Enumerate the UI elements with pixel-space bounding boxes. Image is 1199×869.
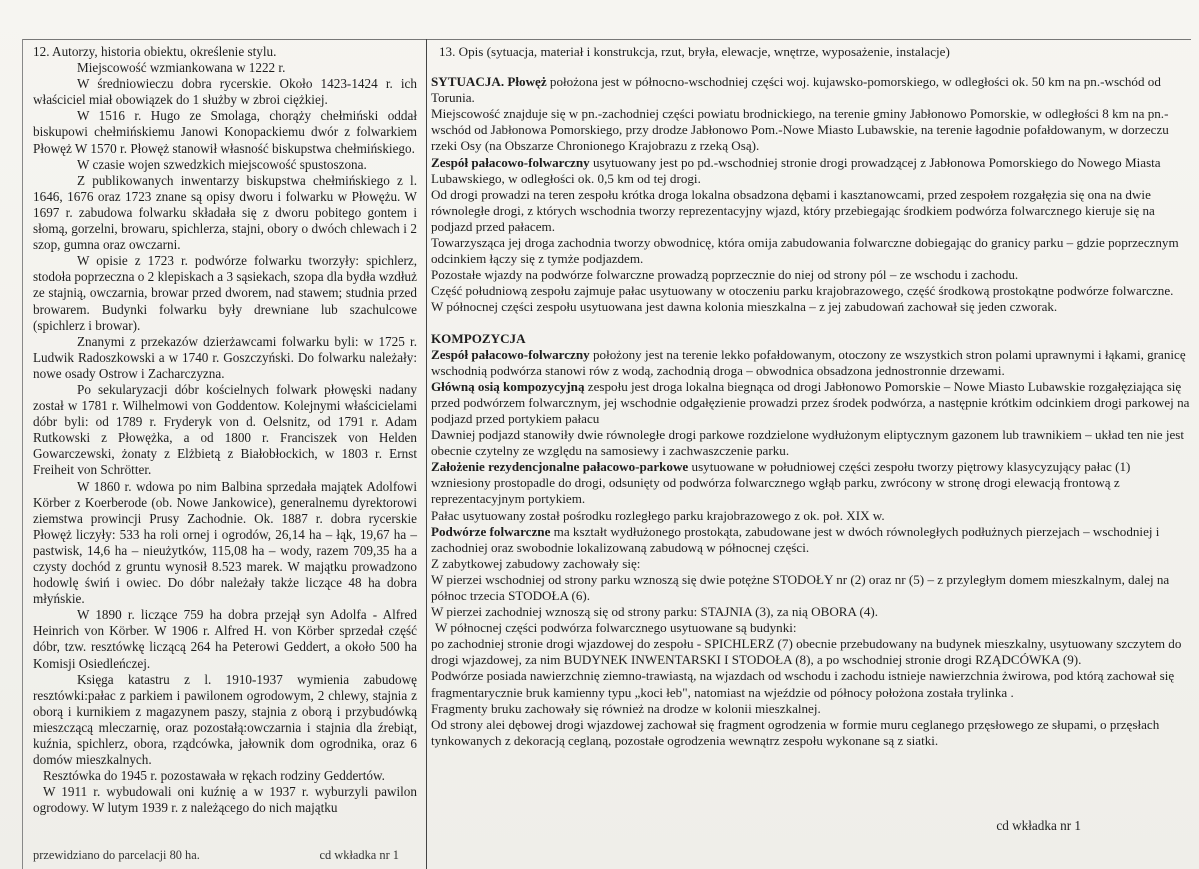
history-paragraph: Po sekularyzacji dóbr kościelnych folwark płowęski nadany został w 1781 r. Wilhelmowi von Goddentow. Kolejnymi właścicielami dóbr byli: od 1789 r. Fryderyk von d. Oelsnitz, od 1791 r. Adam Rutkowski z Płowężka, a od 1800 r. Franciszek von Helden Gowarczewski, żonaty z Elżbietą z Białobłockich, w 1803 r. Ernst Freiheit von Schrötter.: [33, 381, 417, 478]
history-paragraph: Miejscowość wzmiankowana w 1222 r.: [77, 60, 286, 76]
history-final-sentence: przewidziano do parcelacji 80 ha.: [33, 848, 200, 862]
description-paragraph: Główną osią kompozycyjną zespołu jest droga lokalna biegnąca od drogi Jabłonowo Pomorskie – Nowe Miasto Lubawskie rozgałęziająca się przed podwórzem folwarcznym, jej wschodnie odgałęzienie prowadzi przez środek podwórza, a następnie krótkim odcinkiem drogi parkowej na podjazd przed portykiem pałacu: [431, 378, 1190, 426]
kompozycja-title: KOMPOZYCJA: [431, 330, 526, 346]
frame-top-rule: [22, 39, 1191, 40]
history-continued-note: cd wkładka nr 1: [319, 848, 399, 862]
description-paragraph: W północnej części podwórza folwarcznego usytuowane są budynki:: [435, 620, 797, 636]
history-paragraph: W 1890 r. liczące 759 ha dobra przejął syn Adolfa - Alfred Heinrich von Körber. W 1906 r. Alfred H. von Körber sprzedał część dóbr, tzw. resztówkę liczącą 264 ha Peterowi Geddert, a około 500 ha Komisji Osiedleńczej.: [33, 607, 417, 671]
description-paragraph: Podwórze folwarczne ma kształt wydłużonego prostokąta, zabudowane jest w dwóch równoległych podłużnych pierzejach – wschodniej i zachodniej oraz swobodnie lokalizowaną zabudową w północnej części.: [431, 523, 1160, 555]
column-divider: [426, 39, 427, 869]
description-paragraph: Z zabytkowej zabudowy zachowały się:: [431, 555, 641, 571]
description-paragraph: W pierzei zachodniej wznoszą się od strony parku: STAJNIA (3), za nią OBORA (4).: [431, 604, 879, 620]
description-paragraph: Pałac usytuowany został pośrodku rozległego parku krajobrazowego z ok. poł. XIX w.: [431, 507, 885, 523]
description-paragraph: W pierzei wschodniej od strony parku wznoszą się dwie potężne STODOŁY nr (2) oraz nr (5) – z przyległym domem mieszkalnym, dalej na północ trzecia STODOŁA (6).: [431, 571, 1170, 603]
history-last-line: [33, 848, 417, 863]
description-paragraph: Część południową zespołu zajmuje pałac usytuowany w otoczeniu parku krajobrazowego, część środkową prostokątne podwórze folwarczne.: [431, 283, 1174, 299]
description-paragraph: po zachodniej stronie drogi wjazdowej do zespołu - SPICHLERZ (7) obecnie przebudowany na budynek mieszkalny, usytuowany szczytem do drogi wjazdowej, za nim BUDYNEK INWENTARSKI I STODOŁA (8), a po wschodniej stronie drogi RZĄDCÓWKA (9).: [431, 636, 1182, 668]
description-continued-note: cd wkładka nr 1: [996, 818, 1081, 833]
history-paragraph: W 1911 r. wybudowali oni kuźnię a w 1937 r. wyburzyli pawilon ogrodowy. W lutym 1939 r. z należącego do nich majątku: [33, 784, 417, 816]
description-paragraph: Założenie rezydencjonalne pałacowo-parkowe usytuowane w południowej części zespołu tworzy piętrowy klasycyzujący pałac (1) wzniesiony prostopadle do drogi, odsunięty od podwórza folwarcznego wgłąb parku, zwrócony w stronę drogi elewacją frontową z reprezentacyjnym portykiem.: [431, 459, 1131, 507]
history-paragraph: Znanymi z przekazów dzierżawcami folwarku byli: w 1725 r. Ludwik Radoszkowski a w 1740 r. Goszczyński. Do folwarku należały: nowe osady Ostrow i Zacharczyzna.: [33, 333, 417, 381]
description-paragraph: Zespół pałacowo-folwarczny usytuowany jest po pd.-wschodniej stronie drogi prowadzącej z Jabłonowa Pomorskiego do Nowego Miasta Lubawskiego, w odległości ok. 0,5 km od tej drogi.: [431, 154, 1161, 186]
description-paragraph: Od drogi prowadzi na teren zespołu krótka droga lokalna obsadzona dębami i kasztanowcami, przed zespołem rozgałęzia się ona na dwie równoległe drogi, z których wschodnia tworzy reprezentacyjny wjazd, który przebiegając środkiem podwórza folwarcznego kieruje się na podjazd przed pałacem.: [431, 186, 1155, 234]
history-paragraph: W czasie wojen szwedzkich miejscowość spustoszona.: [77, 156, 367, 172]
history-paragraph: W 1516 r. Hugo ze Smolaga, chorąży chełmiński oddał biskupowi chełmińskiemu Janowi Konopackiemu dwór z folwarkiem Płowęż W 1570 r. Płowęż stanowił własność biskupstwa chełmińskiego.: [33, 108, 417, 156]
description-paragraph: Podwórze posiada nawierzchnię ziemno-trawiastą, na wjazdach od wschodu i zachodu istnieje nawierzchnia żwirowa, pod którą zachował się fragmentarycznie bruk kamienny typu „koci łeb", natomiast na wjeździe od północy położona została trylinka .: [431, 668, 1175, 700]
history-paragraph: Księga katastru z l. 1910-1937 wymienia zabudowę resztówki:pałac z parkiem i pawilonem ogrodowym, 2 chlewy, stajnia z oborą i kurnikiem z magazynem paszy, stajnia z oborą i przybudówką mieszczącą mleczarnię, oraz pozostałą:owczarnia i stajnia dla źrebiąt, kuźnia, spichlerz, obora, rządcówka, jałownik dom ogrodnika, oraz 6 domów mieszkalnych.: [33, 671, 417, 768]
description-paragraph: W północnej części zespołu usytuowana jest dawna kolonia mieszkalna – z jej zabudowań zachował się jeden czworak.: [431, 299, 1058, 315]
description-paragraph: Dawniej podjazd stanowiły dwie równoległe drogi parkowe rozdzielone wydłużonym eliptycznym gazonem lub trawnikiem – układ ten nie jest obecnie czytelny ze względu na samosiewy i zachwaszczenie parku.: [431, 427, 1185, 459]
history-column: [33, 44, 417, 817]
history-paragraph: Resztówka do 1945 r. pozostawała w rękach rodziny Geddertów.: [43, 768, 385, 784]
description-paragraph: Od strony alei dębowej drogi wjazdowej zachował się fragment ogrodzenia w formie muru ceglanego przęsłowego ze słupami, o przęsłach tynkowanych z dekoracją ceglaną, pozostałe ogrodzenia wewnątrz zespołu wykonane są z siatki.: [431, 716, 1160, 748]
history-paragraph: W 1860 r. wdowa po nim Balbina sprzedała majątek Adolfowi Körber z Koerberode (ob. Nowe Jankowice), generalnemu dyrektorowi ziemstwa prowincji Prusy Zachodnie. Ok. 1887 r. dobra rycerskie Płowęż liczyły: 533 ha roli ornej i ogrodów, 26,14 ha – łąk, 19,67 ha – pastwisk, 14,6 ha – nieużytków, 115,08 ha – wody, razem 709,35 ha a czysty dochód z gruntu wynosił 8.523 marek. W majątku prowadzono hodowlę świń i owiec. Do dóbr należały także liczące 48 ha dobra młyńskie.: [33, 478, 417, 607]
sytuacja-title: SYTUACJA. Płowęż: [431, 74, 547, 90]
description-heading: 13. Opis (sytuacja, materiał i konstrukcja, rzut, bryła, elewacje, wnętrze, wyposażenie, instalacje): [439, 44, 950, 59]
description-paragraph: Zespół pałacowo-folwarczny położony jest na terenie lekko pofałdowanym, otoczony ze wszystkich stron polami uprawnymi i łąkami, granicę wschodnią podwórza stanowi rów z wodą, zachodnią droga – obwodnica obsadzona jednostronnie drzewami.: [431, 346, 1186, 378]
sytuacja-paragraph: SYTUACJA. Płowęż położona jest w północno-wschodniej części woj. kujawsko-pomorskiego, w odległości ok. 50 km na pn.-wschód od Torunia.: [431, 74, 1161, 106]
frame-left-rule: [22, 39, 23, 869]
history-paragraph: W opisie z 1723 r. podwórze folwarku tworzyły: spichlerz, stodoła poprzeczna o 2 klepiskach a 3 sąsiekach, szopa dla bydła wzdłuż ze stajnią, owczarnia, browar przed dworem, nad stawem; studnia przed browarem. Budynki folwarku były drewniane lub szachulcowe (spichlerz i browar).: [33, 253, 417, 333]
description-paragraph: Fragmenty bruku zachowały się również na drodze w kolonii mieszkalnej.: [431, 700, 821, 716]
description-column: [431, 44, 1191, 749]
history-paragraph: W średniowieczu dobra rycerskie. Około 1423-1424 r. ich właściciel miał obowiązek do 1 służby w zbroi ciężkiej.: [33, 76, 417, 108]
history-heading: 12. Autorzy, historia obiektu, określenie stylu.: [33, 44, 277, 59]
description-paragraph: Towarzysząca jej droga zachodnia tworzy obwodnicę, która omija zabudowania folwarczne dobiegając do granicy parku – gdzie poprzecznym odcinkiem łączy się z tymże podjazdem.: [431, 235, 1179, 267]
description-paragraph: Miejscowość znajduje się w pn.-zachodniej części powiatu brodnickiego, na terenie gminy Jabłonowo Pomorskie, w odległości 8 km na pn.-wschód od Jabłonowa Pomorskiego, przy drodze Jabłonowo Pom.-Nowe Miasto Lubawskie, na terenie łagodnie pofałdowanym, w dorzeczu rzeki Osy (na Obszarze Chronionego Krajobrazu z rzeką Osą).: [431, 106, 1169, 154]
history-paragraph: Z publikowanych inwentarzy biskupstwa chełmińskiego z l. 1646, 1676 oraz 1723 znane są opisy dworu i folwarku w Płowężu. W 1697 r. zabudowa folwarku składała się z dworu pobitego gontem i słomą, gorzelni, browaru, spichlerza, stajni, obory o dwóch chlewach i 2 szop, gumna oraz owczarni.: [33, 172, 417, 253]
description-paragraph: Pozostałe wjazdy na podwórze folwarczne prowadzą poprzecznie do niej od strony pól – ze wschodu i zachodu.: [431, 267, 1019, 283]
